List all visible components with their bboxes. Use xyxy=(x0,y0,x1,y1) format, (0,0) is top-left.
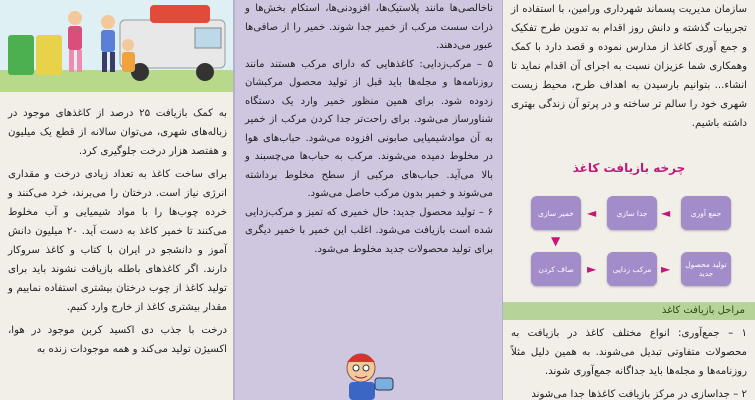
middle-paragraph-2: ۵ – مرکب‌زدایی: کاغذهایی که دارای مرکب هستند مانند روزنامه‌ها و مجله‌ها باید قبل از تولید محصول مرکبشان زدوده شود. برای همین منظور خمیر وارد یک دستگاه شناورساز می‌شود. برای راحت‌تر جدا کردن مرکب از خمیر به آن موادشیمیایی صابونی افزوده می‌شود. حباب‌های هوا در مخلوط دمیده می‌شوند. مرکب به حباب‌ها می‌چسبند و بالا می‌آید. حباب‌های مرکبی از سطح مخلوط برداشته می‌شوند و خمیر بدون مرکب حاصل می‌شود. xyxy=(245,58,493,199)
arrow-right-icon: ► xyxy=(661,262,671,276)
left-paragraph-2: برای ساخت کاغذ به تعداد زیادی درخت و مقداری انرژی نیاز است. درختان را می‌برند، خرد می‌کنند و خرده چوب‌ها را با مواد شیمیایی و آب مخلوط می‌کنند تا خمیر کاغذ به دست آید. ۲۰ میلیون دانش آموز و دانشجو در ایران با کتاب و کاغذ سروکار دارند. اگر کاغذهای باطله بازیافت نشوند باید برای تولید کاغذ از چوب درختان بیشتری استفاده نماییم و مقدار بیشتری کاغذ از خارج وارد کنیم. xyxy=(8,169,227,313)
arrow-left-icon: ◄ xyxy=(587,206,597,220)
cycle-box-collection: جمع آوری xyxy=(681,196,731,230)
cycle-box-separation: جدا سازی xyxy=(607,196,657,230)
cycle-box-new-product: تولید محصول جدید xyxy=(681,252,731,286)
steps-heading: مراحل بازیافت کاغذ xyxy=(503,302,755,320)
right-intro: سازمان مدیریت پسماند شهرداری ورامین، با استفاده از تجربیات گذشته و دانش روز اقدام به تدوین طرح تفکیک و جمع آوری کاغذ از مدارس نموده و قصد دارد با کمک وهمکاری شما عزیزان نسبت به اجرای آن اقدام نماید تا انشاء... بتوانیم بارسیدن به اهداف طرح، محیط زیست شهری خود را سالم تر ساخته و در پرتو آن زندگی بهتری داشته باشیم. xyxy=(511,4,747,129)
steps-text xyxy=(503,324,755,400)
cycle-title: چرخه بازیافت کاغذ xyxy=(572,161,686,175)
left-paragraph-1: به کمک بازیافت ۲۵ درصد از کاغذهای موجود در زباله‌های شهری، می‌توان سالانه از قطع یک میلیون و هفتصد هزار درخت جلوگیری کرد. xyxy=(8,108,227,157)
middle-paragraph-3: ۶ – تولید محصول جدید: حال خمیری که تمیز و مرکب‌زدایی شده است بازیافت می‌شود. اغلب این خمیر با خمیر دیگری برای تولید محصولات جدید مخلوط می‌شود. xyxy=(245,206,493,255)
cycle-box-deinking: مرکب زدایی xyxy=(607,252,657,286)
recycling-illustration xyxy=(0,0,235,92)
cycle-box-pulping: خمیر سازی xyxy=(531,196,581,230)
step-1: ۱ – جمع‌آوری: انواع مختلف کاغذ در بازیافت به محصولات متفاوتی تبدیل می‌شوند. به همین دلیل مثلاً روزنامه‌ها و مجله‌ها باید جداگانه جمع‌آوری شوند. xyxy=(511,328,747,377)
mascot-illustration xyxy=(335,348,399,400)
left-text xyxy=(0,104,235,363)
middle-text xyxy=(235,0,503,259)
right-column xyxy=(503,0,755,400)
left-column xyxy=(0,0,235,400)
middle-column xyxy=(235,0,503,400)
left-paragraph-3: درخت با جذب دی اکسید کربن موجود در هوا، اکسیژن تولید می‌کند و همه موجودات زنده به xyxy=(8,325,227,355)
step-2: ۲ – جداسازی در مرکز بازیافت کاغذها جدا می‌شوند xyxy=(531,389,747,400)
arrow-left-icon: ◄ xyxy=(661,206,671,220)
arrow-down-icon: ▼ xyxy=(551,234,561,248)
middle-paragraph-1: ناخالصی‌ها مانند پلاستیک‌ها، افزودنی‌ها، استکام بخش‌ها و ذرات سست مرکب از خمیر جدا شوند. خمیر را از صافی‌ها عبور می‌دهند. xyxy=(245,3,493,51)
arrow-right-icon: ► xyxy=(587,262,597,276)
cycle-box-screening: صاف کردن xyxy=(531,252,581,286)
